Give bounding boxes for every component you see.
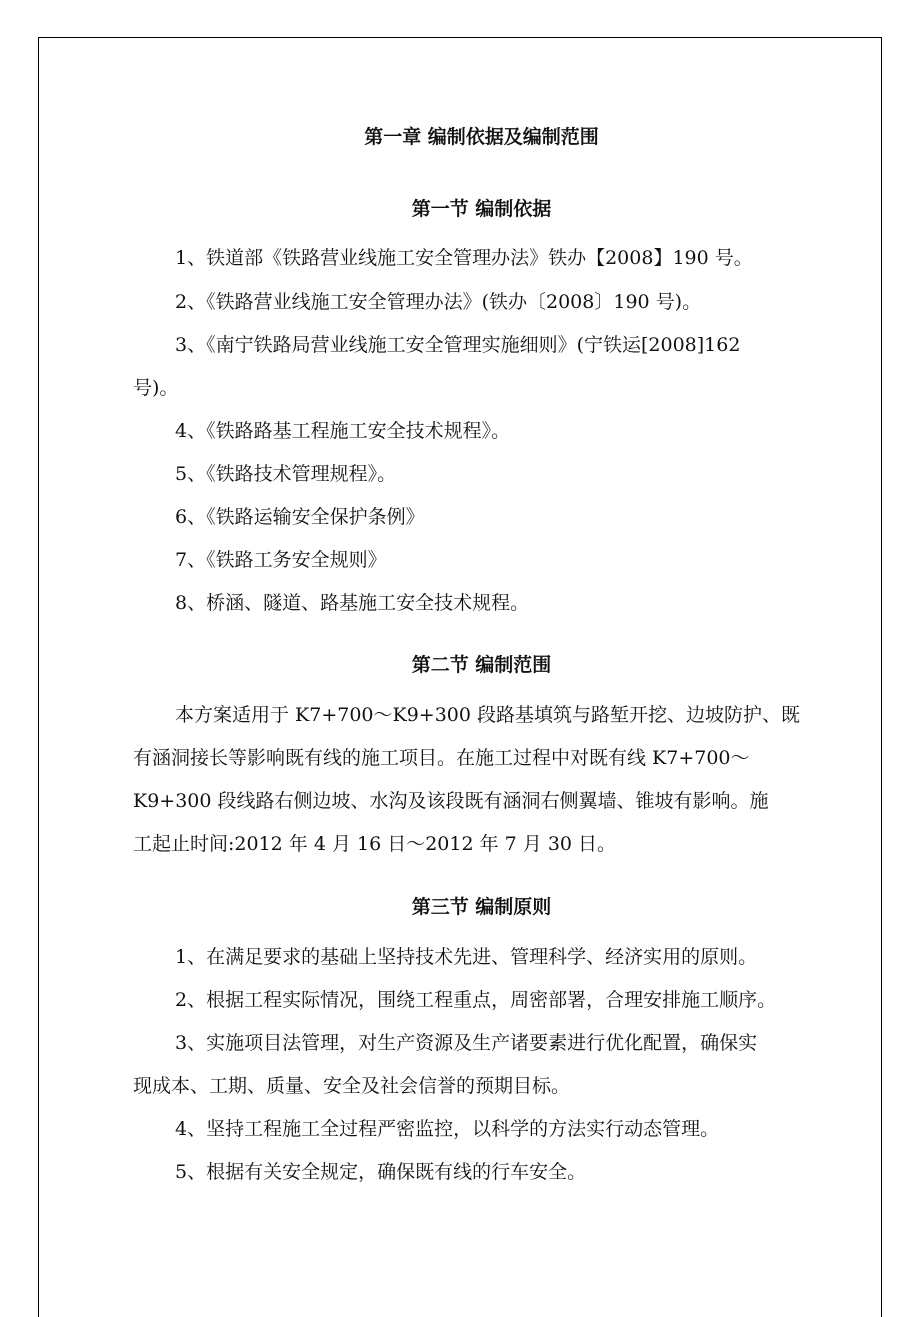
- section1-title: 第一节 编制依据: [411, 198, 552, 220]
- basis-item-2: 2、《铁路营业线施工安全管理办法》(铁办〔2008〕190 号)。: [175, 291, 702, 313]
- basis-item-7: 7、《铁路工务安全规则》: [175, 549, 387, 571]
- scope-line-3: K9+300 段线路右侧边坡、水沟及该段既有涵洞右侧翼墙、锥坡有影响。施: [133, 790, 769, 812]
- basis-item-3-cont: 号)。: [133, 377, 179, 399]
- basis-item-6: 6、《铁路运输安全保护条例》: [175, 506, 425, 528]
- basis-item-5: 5、《铁路技术管理规程》。: [175, 463, 397, 485]
- principle-item-5: 5、根据有关安全规定，确保既有线的行车安全。: [175, 1161, 587, 1183]
- principle-item-1: 1、在满足要求的基础上坚持技术先进、管理科学、经济实用的原则。: [175, 946, 758, 968]
- basis-item-1: 1、铁道部《铁路营业线施工安全管理办法》铁办【2008】190 号。: [175, 247, 753, 269]
- basis-item-4: 4、《铁路路基工程施工安全技术规程》。: [175, 420, 511, 442]
- principle-item-2: 2、根据工程实际情况，围绕工程重点，周密部署，合理安排施工顺序。: [175, 989, 777, 1011]
- scope-line-4: 工起止时间:2012 年 4 月 16 日～2012 年 7 月 30 日。: [133, 833, 617, 855]
- section2-title: 第二节 编制范围: [411, 654, 552, 676]
- scope-line-2: 有涵洞接长等影响既有线的施工项目。在施工过程中对既有线 K7+700～: [133, 747, 750, 769]
- basis-item-3: 3、《南宁铁路局营业线施工安全管理实施细则》(宁铁运[2008]162: [175, 334, 741, 356]
- basis-item-8: 8、桥涵、隧道、路基施工安全技术规程。: [175, 592, 530, 614]
- chapter-title: 第一章 编制依据及编制范围: [364, 126, 599, 148]
- principle-item-3-cont: 现成本、工期、质量、安全及社会信誉的预期目标。: [133, 1075, 571, 1097]
- principle-item-4: 4、坚持工程施工全过程严密监控，以科学的方法实行动态管理。: [175, 1118, 720, 1140]
- scope-line-1: 本方案适用于 K7+700～K9+300 段路基填筑与路堑开挖、边坡防护、既: [175, 704, 801, 726]
- section3-title: 第三节 编制原则: [411, 896, 552, 918]
- principle-item-3: 3、实施项目法管理，对生产资源及生产诸要素进行优化配置，确保实: [175, 1032, 758, 1054]
